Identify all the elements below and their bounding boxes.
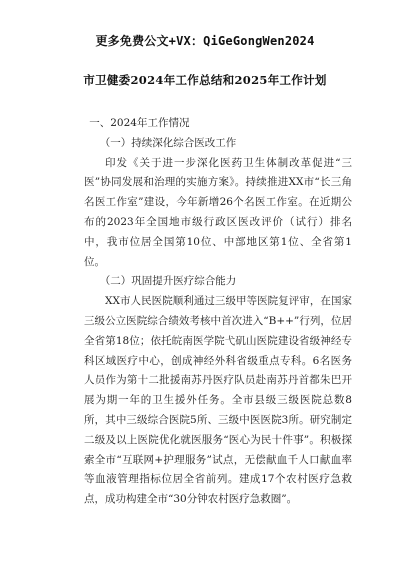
subsection-heading-2: （二）巩固提升医疗综合能力: [99, 275, 237, 288]
document-body: [84, 114, 352, 510]
paragraph-1: 印发《关于进一步深化医药卫生体制改革促进“三医”协同发展和治理的实施方案》。持续推进XX市“长三角名医工作室”建设，今年新增26个名医工作室。在近期公布的2023年全国地市级行政区医改评价（试行）排名中，我市位居全国第10位、中部地区第1位、全省第1位。: [84, 156, 352, 268]
section-heading-1: 一、2024年工作情况: [89, 117, 190, 129]
document-title: 市卫健委2024年工作总结和2025年工作计划: [83, 73, 327, 87]
subsection-heading-1: （一）持续深化综合医改工作: [99, 136, 237, 149]
watermark-text: 更多免费公文+VX：QiGeGongWen2024: [95, 34, 315, 48]
paragraph-2: XX市人民医院顺利通过三级甲等医院复评审，在国家三级公立医院综合绩效考核中首次进入“B++”行列，位居全省第18位；依托皖南医学院弋矶山医院建设省级神经专科区域医疗中心，创成神经外科省级重点专科。6名医务人员作为第十二批援南苏丹医疗队员赴南苏丹首都朱巴开展为期一年的卫生援外任务。全市县级三级医院总数8所，其中三级综合医院5所、三级中医医院3所。研究制定二级及以上医院优化就医服务“医心为民十件事”。积极探索全市“互联网+护理服务”试点，无偿献血千人口献血率等血液管理指标位居全省前列。建成17个农村医疗急救点，成功构建全市“30分钟农村医疗急救圈”。: [84, 295, 352, 506]
